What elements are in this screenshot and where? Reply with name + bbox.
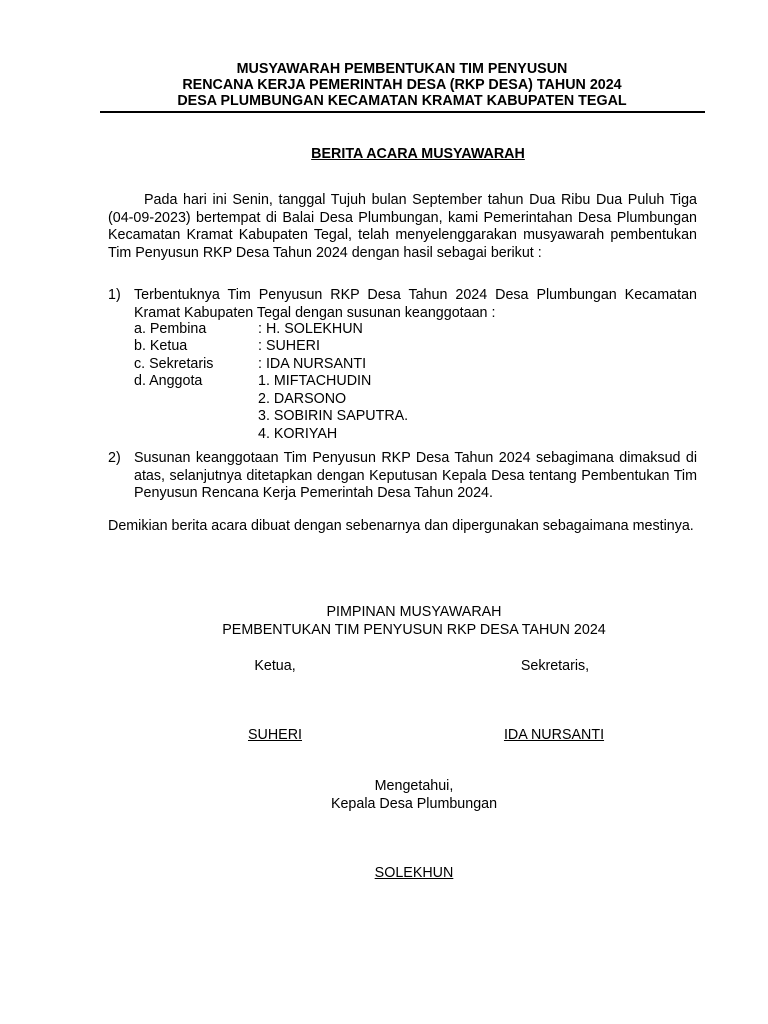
member-row <box>134 426 534 444</box>
member-row <box>134 373 534 391</box>
member-value: 3. SOBIRIN SAPUTRA. <box>258 408 409 424</box>
acknowledgement-label: Mengetahui, <box>374 778 454 794</box>
member-role: b. Ketua <box>134 338 188 354</box>
list-item-number: 2) <box>108 450 121 466</box>
secretary-name: IDA NURSANTI <box>503 727 605 743</box>
village-head-title: Kepala Desa Plumbungan <box>330 796 498 812</box>
list-item-text: Terbentuknya Tim Penyusun RKP Desa Tahun 2024 Desa Plumbungan Kecamatan Kramat Kabupaten Tegal dengan susunan keanggotaan : <box>134 287 697 321</box>
member-row <box>134 408 534 426</box>
document-header <box>100 61 704 109</box>
header-line-2: RENCANA KERJA PEMERINTAH DESA (RKP DESA) TAHUN 2024 <box>182 77 622 93</box>
member-row <box>134 321 534 339</box>
signature-heading-1: PIMPINAN MUSYAWARAH <box>326 604 502 620</box>
member-value: 2. DARSONO <box>258 391 347 407</box>
village-head-name: SOLEKHUN <box>374 865 454 881</box>
member-value: : H. SOLEKHUN <box>258 321 363 337</box>
secretary-role: Sekretaris, <box>520 658 590 674</box>
member-role: a. Pembina <box>134 321 207 337</box>
chairman-name: SUHERI <box>247 727 303 743</box>
chairman-role: Ketua, <box>254 658 296 674</box>
header-divider <box>100 111 705 113</box>
member-role: d. Anggota <box>134 373 203 389</box>
header-line-1: MUSYAWARAH PEMBENTUKAN TIM PENYUSUN <box>236 61 568 77</box>
opening-paragraph: Pada hari ini Senin, tanggal Tujuh bulan September tahun Dua Ribu Dua Puluh Tiga (04-09-2023) bertempat di Balai Desa Plumbungan, kami Pemerintahan Desa Plumbungan Kecamatan Kramat Kabupaten Tegal, telah menyelenggarakan musyawarah pembentukan Tim Penyusun RKP Desa Tahun 2024 dengan hasil sebagai berikut : <box>108 192 697 261</box>
signature-heading-2: PEMBENTUKAN TIM PENYUSUN RKP DESA TAHUN 2024 <box>222 622 606 638</box>
member-value: : IDA NURSANTI <box>258 356 367 372</box>
header-line-3: DESA PLUMBUNGAN KECAMATAN KRAMAT KABUPATEN TEGAL <box>177 93 627 109</box>
member-row <box>134 391 534 409</box>
member-row <box>134 356 534 374</box>
list-item-text: Susunan keanggotaan Tim Penyusun RKP Desa Tahun 2024 sebagimana dimaksud di atas, selanjutnya ditetapkan dengan Keputusan Kepala Desa tentang Pembentukan Tim Penyusun Rencana Kerja Pemerintah Desa Tahun 2024. <box>134 450 697 502</box>
list-item-2 <box>108 450 697 504</box>
member-value: 1. MIFTACHUDIN <box>258 373 372 389</box>
member-value: 4. KORIYAH <box>258 426 338 442</box>
list-item-number: 1) <box>108 287 121 303</box>
member-row <box>134 338 534 356</box>
member-role: c. Sekretaris <box>134 356 214 372</box>
document-title: BERITA ACARA MUSYAWARAH <box>311 146 525 162</box>
list-item-1 <box>108 287 697 323</box>
closing-paragraph: Demikian berita acara dibuat dengan sebenarnya dan dipergunakan sebagaimana mestinya. <box>108 518 694 534</box>
member-value: : SUHERI <box>258 338 320 354</box>
